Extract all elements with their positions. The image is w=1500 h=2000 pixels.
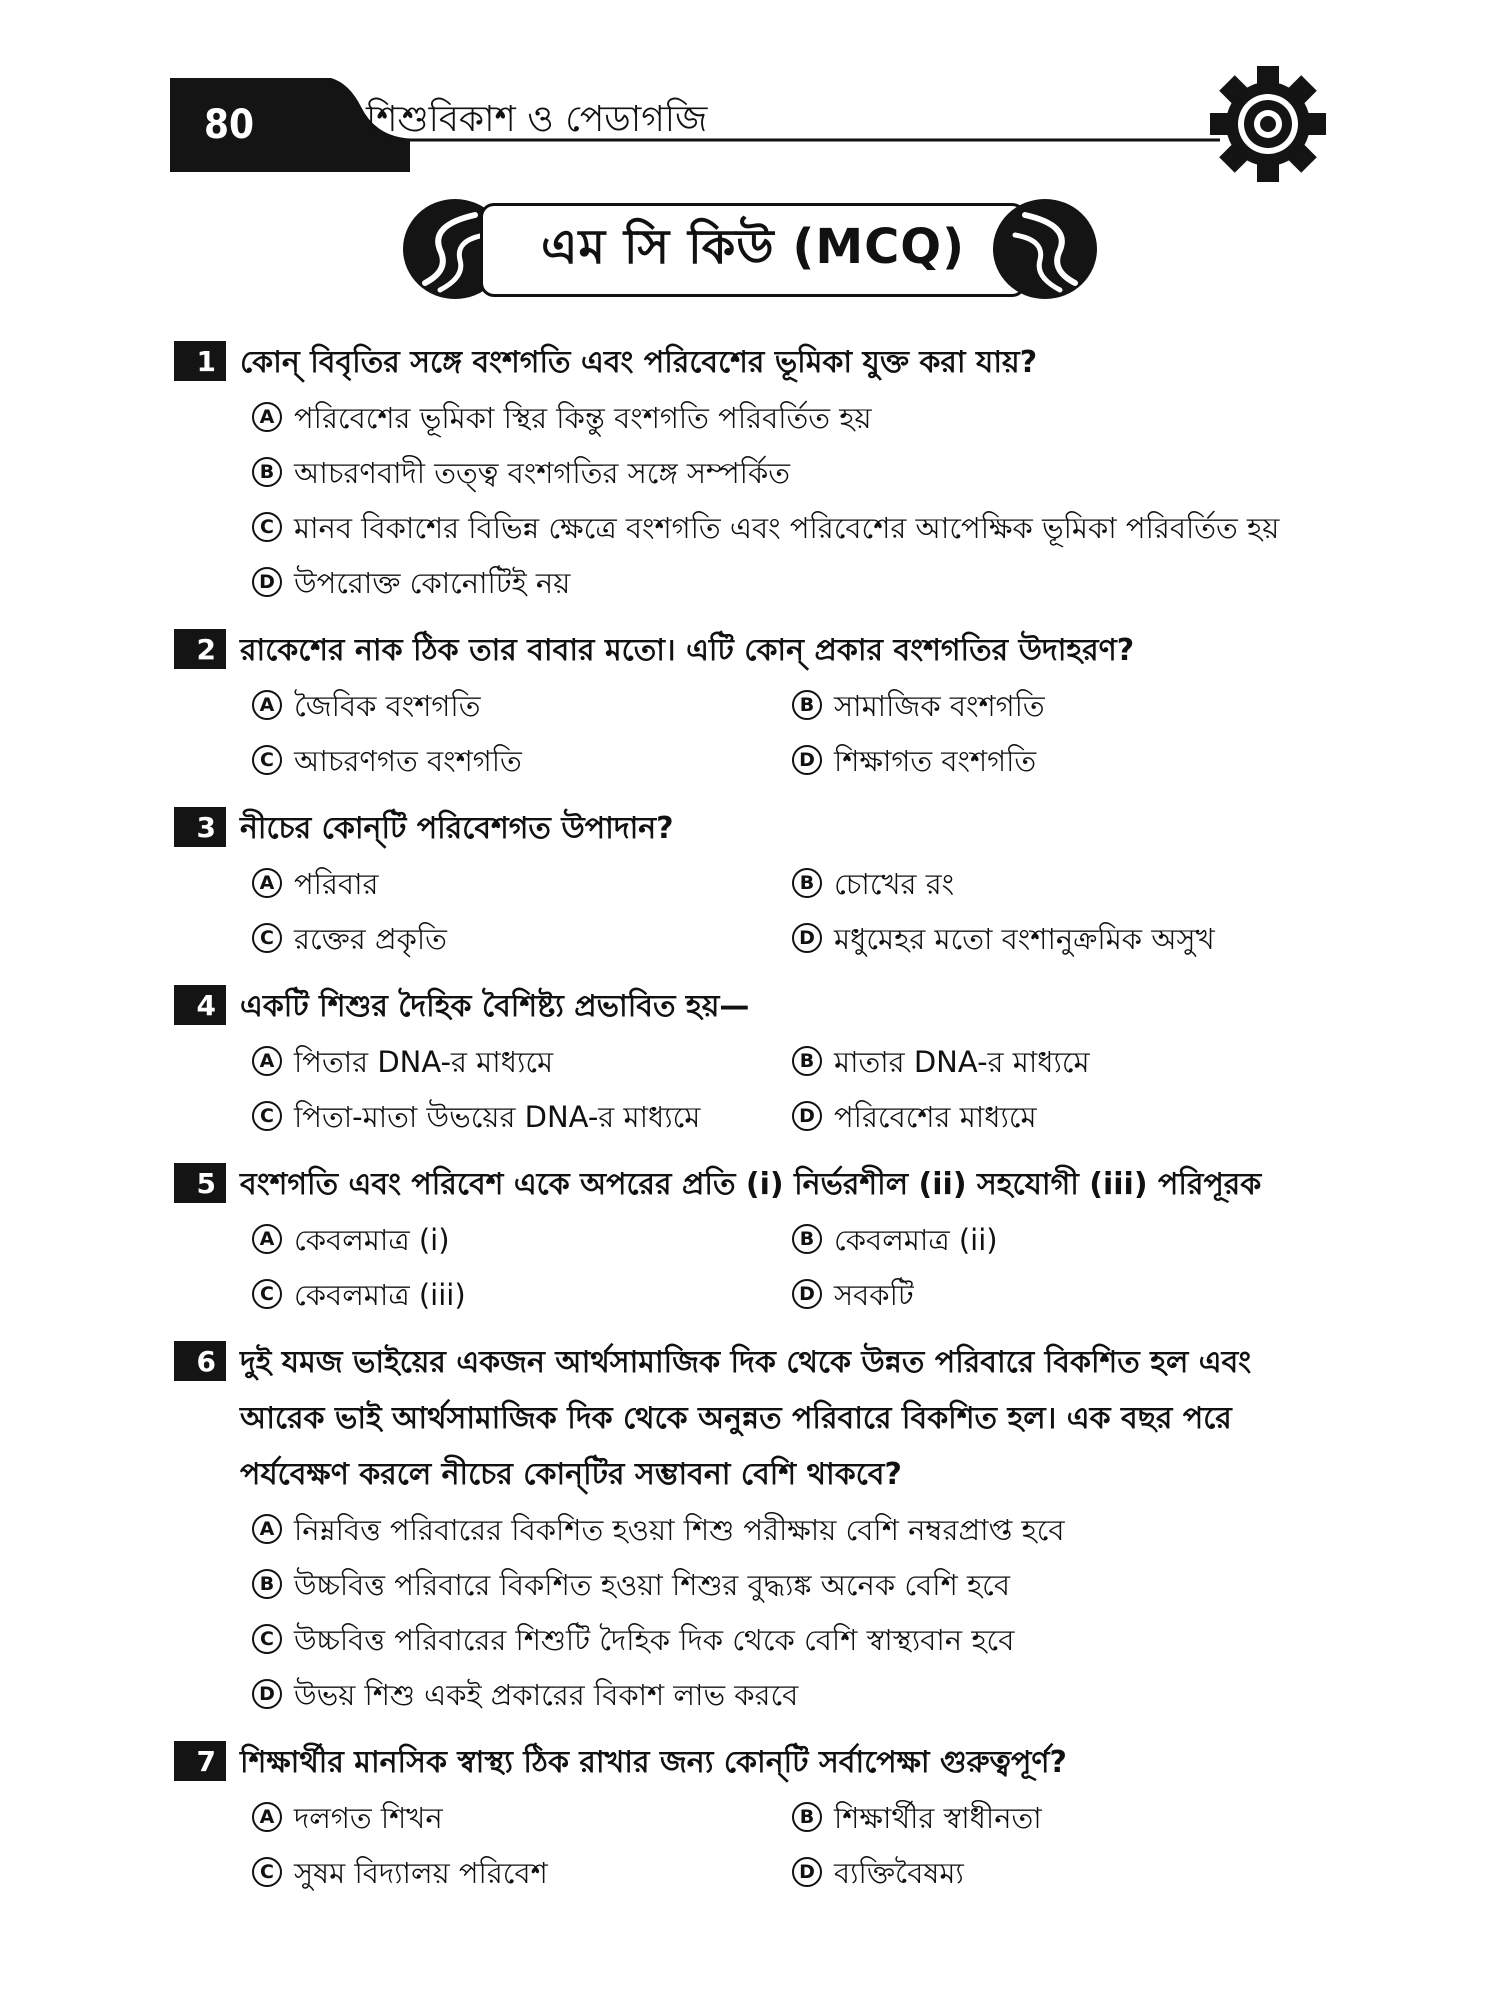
option-letter: A	[252, 1802, 282, 1832]
option-text: পরিবেশের ভূমিকা স্থির কিন্তু বংশগতি পরিবর্তিত হয়	[294, 401, 872, 435]
option-letter: D	[792, 1101, 822, 1131]
section-banner	[400, 195, 1100, 305]
banner-frame	[480, 203, 1026, 297]
option-a	[252, 1791, 792, 1846]
option-d	[792, 734, 1332, 789]
option-letter: D	[792, 1857, 822, 1887]
option-letter: C	[252, 1624, 282, 1654]
option-list	[252, 679, 1334, 789]
option-text: চোখের রং	[834, 867, 955, 901]
option-b	[252, 1558, 1334, 1613]
option-list	[252, 857, 1334, 967]
option-letter: C	[252, 1857, 282, 1887]
option-text: সুষম বিদ্যালয় পরিবেশ	[294, 1856, 548, 1890]
option-letter: D	[252, 1679, 282, 1709]
question-number: 2	[174, 629, 226, 669]
option-text: উচ্চবিত্ত পরিবারে বিকশিত হওয়া শিশুর বুদ্ধ্যঙ্ক অনেক বেশি হবে	[294, 1568, 1010, 1602]
option-letter: D	[792, 1279, 822, 1309]
option-text: আচরণগত বংশগতি	[294, 744, 522, 778]
option-letter: C	[252, 512, 282, 542]
question-text: দুই যমজ ভাইয়ের একজন আর্থসামাজিক দিক থেকে উন্নত পরিবারে বিকশিত হল এবং আরেক ভাই আর্থসামাজিক দিক থেকে অনুন্নত পরিবারে বিকশিত হল। এক বছর পরে পর্যবেক্ষণ করলে নীচের কোন্‌টির সম্ভাবনা বেশি থাকবে?	[240, 1345, 1252, 1492]
option-c	[252, 912, 792, 967]
option-b	[252, 446, 1334, 501]
option-d	[792, 1846, 1332, 1901]
option-letter: B	[792, 1224, 822, 1254]
option-list	[252, 391, 1334, 611]
question-item	[174, 801, 1334, 967]
option-c	[252, 1268, 792, 1323]
option-text: দলগত শিখন	[294, 1801, 443, 1835]
header-rule	[170, 78, 1330, 178]
option-letter: B	[252, 457, 282, 487]
question-item	[174, 1335, 1334, 1723]
option-letter: A	[252, 690, 282, 720]
option-c	[252, 1090, 792, 1145]
option-text: মাতার DNA-র মাধ্যমে	[834, 1045, 1090, 1079]
option-text: কেবলমাত্র (ii)	[834, 1223, 998, 1257]
option-a	[252, 1213, 792, 1268]
option-b	[792, 1791, 1332, 1846]
question-item	[174, 335, 1334, 611]
option-letter: A	[252, 402, 282, 432]
option-letter: A	[252, 1046, 282, 1076]
option-list	[252, 1791, 1334, 1901]
option-list	[252, 1035, 1334, 1145]
page-header	[170, 78, 1330, 174]
option-letter: D	[792, 923, 822, 953]
option-letter: A	[252, 1514, 282, 1544]
option-text: পরিবার	[294, 867, 379, 901]
option-letter: B	[792, 1802, 822, 1832]
question-item	[174, 979, 1334, 1145]
question-number: 4	[174, 985, 226, 1025]
book-title: শিশুবিকাশ ও পেডাগজি	[366, 99, 708, 140]
gear-icon	[1206, 62, 1330, 186]
question-text: বংশগতি এবং পরিবেশ একে অপরের প্রতি (i) নির্ভরশীল (ii) সহযোগী (iii) পরিপূরক	[240, 1167, 1262, 1202]
option-letter: A	[252, 1224, 282, 1254]
option-d	[792, 1268, 1332, 1323]
question-item	[174, 1157, 1334, 1323]
question-text: একটি শিশুর দৈহিক বৈশিষ্ট্য প্রভাবিত হয়—	[240, 989, 750, 1024]
question-text: রাকেশের নাক ঠিক তার বাবার মতো। এটি কোন্ প্রকার বংশগতির উদাহরণ?	[240, 633, 1135, 668]
option-b	[792, 1213, 1332, 1268]
option-b	[792, 1035, 1332, 1090]
question-text: নীচের কোন্‌টি পরিবেশগত উপাদান?	[240, 811, 674, 846]
option-c	[252, 1613, 1334, 1668]
option-a	[252, 857, 792, 912]
question-item	[174, 623, 1334, 789]
question-list	[174, 335, 1334, 1913]
option-text: উভয় শিশু একই প্রকারের বিকাশ লাভ করবে	[294, 1678, 799, 1712]
option-text: জৈবিক বংশগতি	[294, 689, 481, 723]
option-text: শিক্ষাগত বংশগতি	[834, 744, 1037, 778]
option-letter: C	[252, 745, 282, 775]
option-text: পিতার DNA-র মাধ্যমে	[294, 1045, 554, 1079]
swirl-ornament-icon	[990, 195, 1100, 303]
option-text: সামাজিক বংশগতি	[834, 689, 1045, 723]
option-letter: C	[252, 1279, 282, 1309]
option-text: রক্তের প্রকৃতি	[294, 922, 447, 956]
question-item	[174, 1735, 1334, 1901]
option-letter: A	[252, 868, 282, 898]
option-c	[252, 501, 1334, 556]
question-number: 1	[174, 341, 226, 381]
option-letter: B	[792, 868, 822, 898]
option-text: পরিবেশের মাধ্যমে	[834, 1100, 1037, 1134]
option-a	[252, 391, 1334, 446]
option-text: উপরোক্ত কোনোটিই নয়	[294, 566, 571, 600]
option-letter: B	[252, 1569, 282, 1599]
option-text: মানব বিকাশের বিভিন্ন ক্ষেত্রে বংশগতি এবং পরিবেশের আপেক্ষিক ভূমিকা পরিবর্তিত হয়	[294, 511, 1280, 545]
option-text: ব্যক্তিবৈষম্য	[834, 1856, 964, 1890]
option-text: মধুমেহর মতো বংশানুক্রমিক অসুখ	[834, 922, 1215, 956]
option-a	[252, 679, 792, 734]
option-d	[252, 1668, 1334, 1723]
option-letter: C	[252, 923, 282, 953]
question-number: 7	[174, 1741, 226, 1781]
option-c	[252, 1846, 792, 1901]
option-letter: D	[252, 567, 282, 597]
question-number: 6	[174, 1341, 226, 1381]
option-letter: B	[792, 1046, 822, 1076]
option-c	[252, 734, 792, 789]
page-number: 80	[170, 78, 288, 172]
option-letter: B	[792, 690, 822, 720]
option-text: শিক্ষার্থীর স্বাধীনতা	[834, 1801, 1042, 1835]
option-list	[252, 1503, 1334, 1723]
option-d	[252, 556, 1334, 611]
option-text: নিম্নবিত্ত পরিবারের বিকশিত হওয়া শিশু পরীক্ষায় বেশি নম্বরপ্রাপ্ত হবে	[294, 1513, 1065, 1547]
option-b	[792, 679, 1332, 734]
option-text: কেবলমাত্র (i)	[294, 1223, 450, 1257]
option-a	[252, 1503, 1334, 1558]
option-list	[252, 1213, 1334, 1323]
option-d	[792, 1090, 1332, 1145]
section-title: এম সি কিউ (MCQ)	[540, 218, 966, 275]
option-text: সবকটি	[834, 1278, 914, 1312]
option-letter: D	[792, 745, 822, 775]
option-text: উচ্চবিত্ত পরিবারের শিশুটি দৈহিক দিক থেকে বেশি স্বাস্থ্যবান হবে	[294, 1623, 1015, 1657]
option-d	[792, 912, 1332, 967]
question-number: 5	[174, 1163, 226, 1203]
option-text: পিতা-মাতা উভয়ের DNA-র মাধ্যমে	[294, 1100, 701, 1134]
option-text: কেবলমাত্র (iii)	[294, 1278, 466, 1312]
question-text: শিক্ষার্থীর মানসিক স্বাস্থ্য ঠিক রাখার জন্য কোন্‌টি সর্বাপেক্ষা গুরুত্বপূর্ণ?	[240, 1745, 1067, 1780]
option-text: আচরণবাদী তত্ত্ব বংশগতির সঙ্গে সম্পর্কিত	[294, 456, 791, 490]
option-b	[792, 857, 1332, 912]
option-letter: C	[252, 1101, 282, 1131]
option-a	[252, 1035, 792, 1090]
question-text: কোন্ বিবৃতির সঙ্গে বংশগতি এবং পরিবেশের ভূমিকা যুক্ত করা যায়?	[240, 345, 1038, 380]
question-number: 3	[174, 807, 226, 847]
